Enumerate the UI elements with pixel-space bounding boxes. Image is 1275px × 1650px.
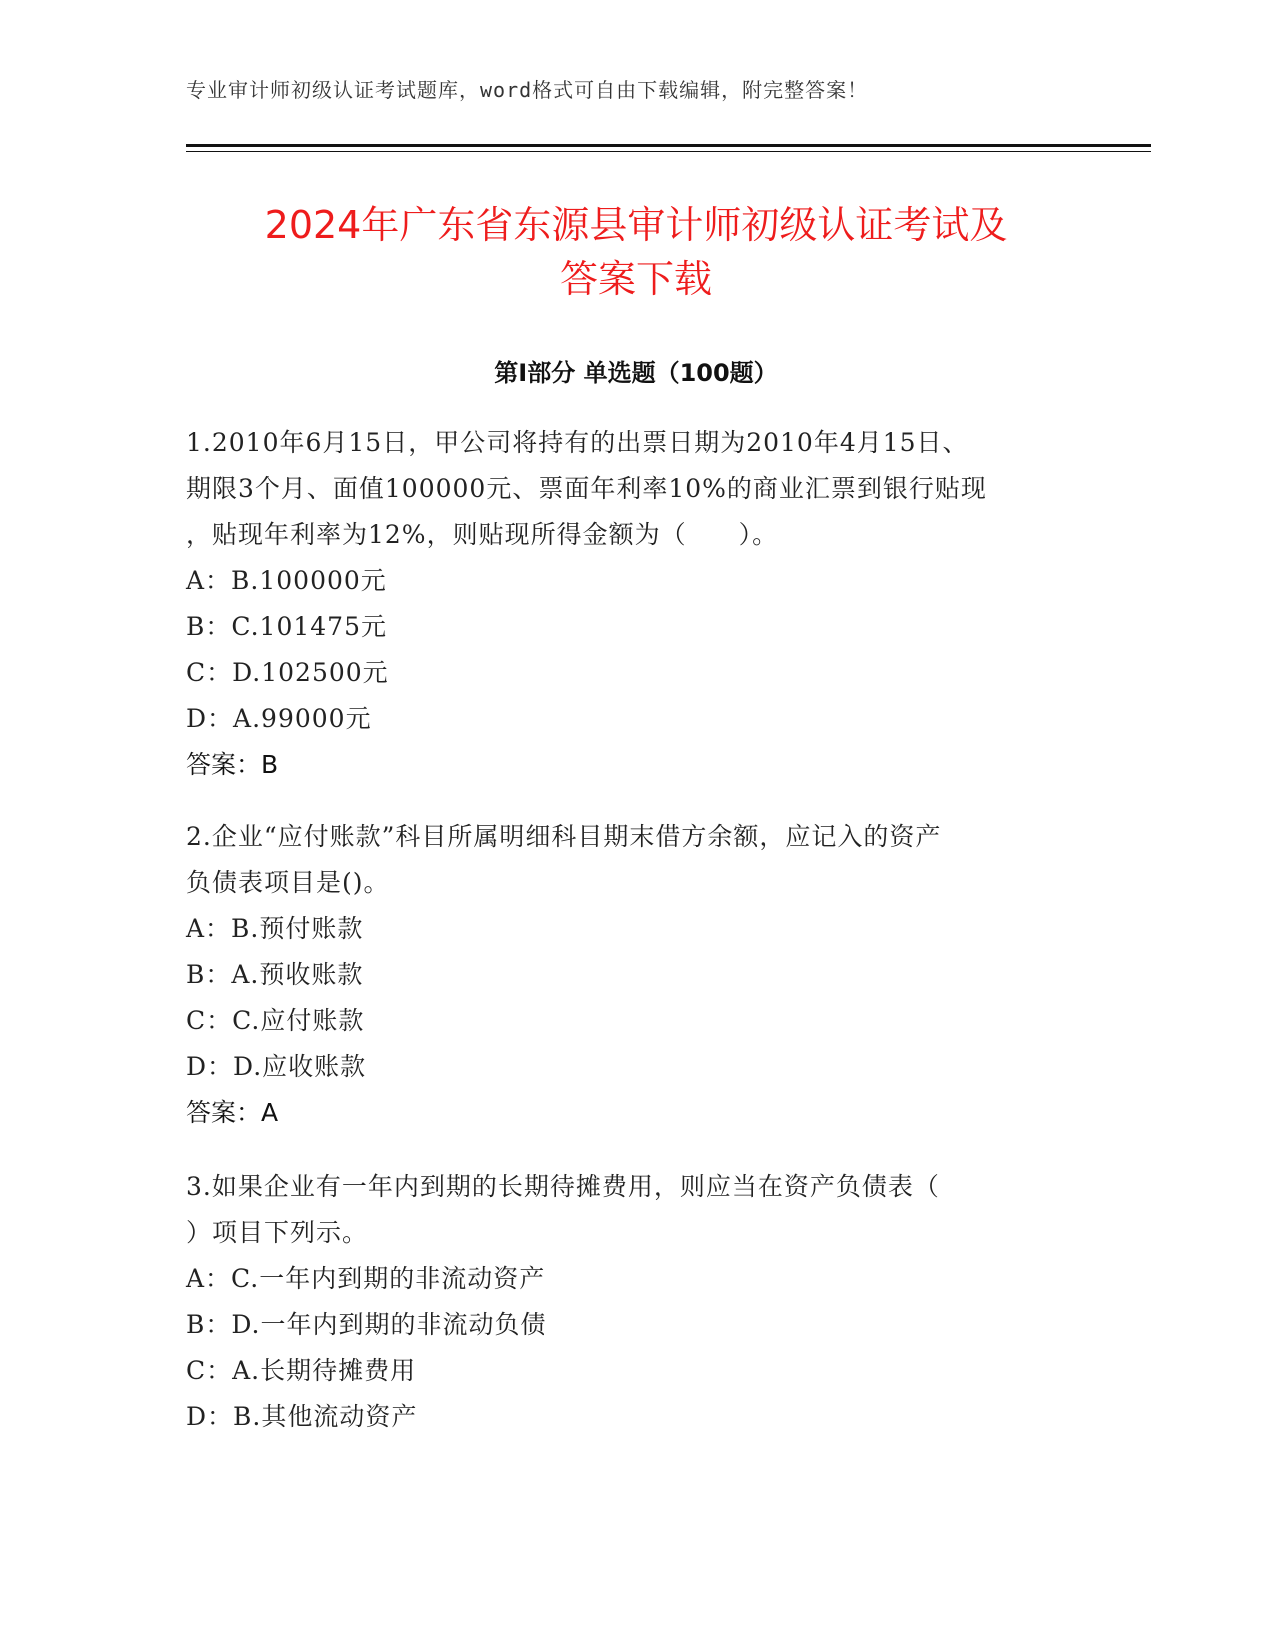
option-a: A：B.预付账款: [186, 914, 364, 943]
document-title-line-2: 答案下载: [559, 257, 712, 301]
header-rule-thick: [186, 144, 1151, 147]
question-line: ，贴现年利率为12%，则贴现所得金额为（ ）。: [186, 520, 779, 549]
question-3: [186, 1164, 1086, 1440]
page-header-text: 专业审计师初级认证考试题库，word格式可自由下载编辑，附完整答案！: [186, 78, 869, 102]
question-line: 期限3个月、面值100000元、票面年利率10%的商业汇票到银行贴现: [186, 474, 987, 503]
option-d: D：A.99000元: [186, 704, 372, 733]
option-c: C：C.应付账款: [186, 1006, 365, 1035]
question-2: [186, 814, 1086, 1136]
option-a: A：C.一年内到期的非流动资产: [186, 1264, 546, 1293]
question-text: [186, 1164, 1086, 1256]
option-d: D：D.应收账款: [186, 1052, 367, 1081]
question-text: [186, 420, 1086, 558]
section-title: 第Ⅰ部分 单选题（100题）: [494, 359, 778, 387]
option-c: C：A.长期待摊费用: [186, 1356, 417, 1385]
option-b: B：C.101475元: [186, 612, 387, 641]
answer-text: 答案：B: [186, 750, 279, 779]
header-rule-thin: [186, 151, 1151, 152]
question-line: 1.2010年6月15日，甲公司将持有的出票日期为2010年4月15日、: [186, 428, 969, 457]
answer-text: 答案：A: [186, 1098, 279, 1127]
option-a: A：B.100000元: [186, 566, 387, 595]
option-b: B：A.预收账款: [186, 960, 364, 989]
option-d: D：B.其他流动资产: [186, 1402, 418, 1431]
option-b: B：D.一年内到期的非流动负债: [186, 1310, 547, 1339]
question-line: 3.如果企业有一年内到期的长期待摊费用，则应当在资产负债表（: [186, 1172, 940, 1201]
question-1: [186, 420, 1086, 788]
question-line: 负债表项目是()。: [186, 868, 390, 897]
document-title: [186, 198, 1086, 306]
question-line: ）项目下列示。: [186, 1218, 369, 1247]
question-line: 2.企业“应付账款”科目所属明细科目期末借方余额，应记入的资产: [186, 822, 942, 851]
question-text: [186, 814, 1086, 906]
option-c: C：D.102500元: [186, 658, 389, 687]
document-title-line-1: 2024年广东省东源县审计师初级认证考试及: [264, 203, 1008, 247]
